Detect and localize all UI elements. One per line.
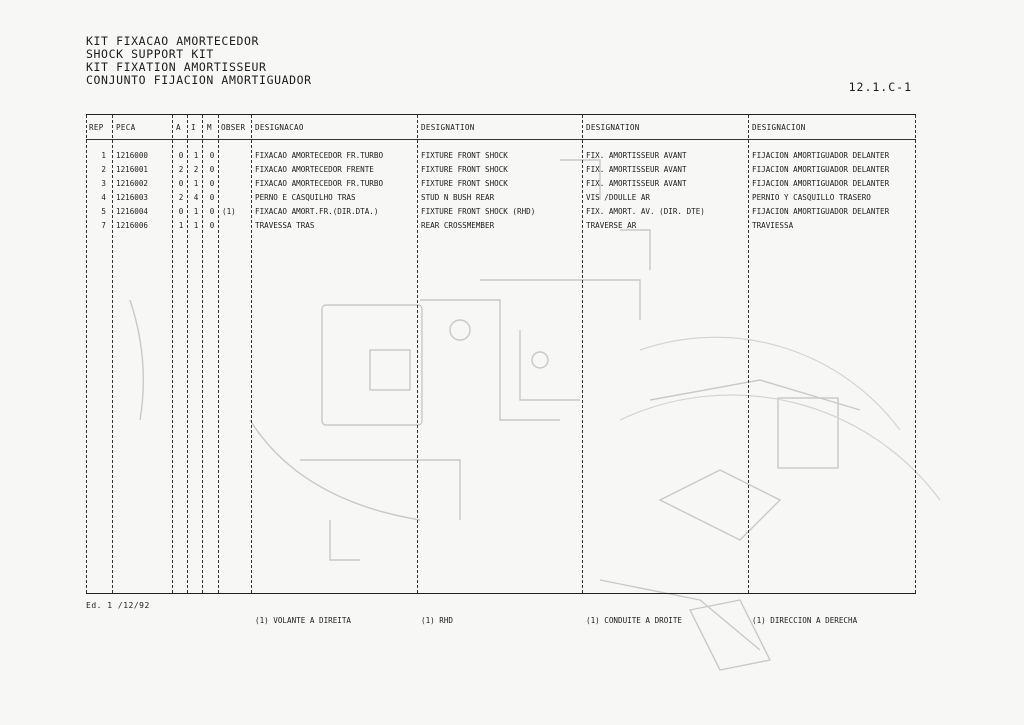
parts-table <box>86 114 916 594</box>
header-designacao: DESIGNACAO <box>255 123 304 132</box>
header-a: A <box>176 123 181 132</box>
table-row: 2 1216001 2 2 0 FIXACAO AMORTECEDOR FRENTE FIXTURE FRONT SHOCK FIX. AMORTISSEUR AVANT FIJACION AMORTIGUADOR DELANTER <box>101 165 890 174</box>
table-row: 1 1216000 0 1 0 FIXACAO AMORTECEDOR FR.TURBO FIXTURE FRONT SHOCK FIX. AMORTISSEUR AVANT FIJACION AMORTIGUADOR DELANTER <box>101 151 890 160</box>
header-divider <box>86 139 916 140</box>
header-designation-en: DESIGNATION <box>421 123 475 132</box>
footnote-es: (1) DIRECCION A DERECHA <box>752 616 858 625</box>
header-designation-fr: DESIGNATION <box>586 123 640 132</box>
table-row: 4 1216003 2 4 0 PERNO E CASQUILHO TRAS STUD N BUSH REAR VIS /DOULLE AR PERNIO Y CASQUILLO TRASERO <box>101 193 871 202</box>
page-reference: 12.1.C-1 <box>848 80 912 94</box>
header-peca: PECA <box>116 123 136 132</box>
table-row: 7 1216006 1 1 0 TRAVESSA TRAS REAR CROSSMEMBER TRAVERSE AR TRAVIESSA <box>101 221 794 230</box>
header-i: I <box>191 123 196 132</box>
title-es: CONJUNTO FIJACION AMORTIGUADOR <box>86 73 312 87</box>
header-m: M <box>207 123 212 132</box>
footnote-en: (1) RHD <box>421 616 454 625</box>
title-fr: KIT FIXATION AMORTISSEUR <box>86 60 267 74</box>
footnote-pt: (1) VOLANTE A DIREITA <box>255 616 352 625</box>
header-obser: OBSER <box>221 123 246 132</box>
header-designacion: DESIGNACION <box>752 123 806 132</box>
title-pt: KIT FIXACAO AMORTECEDOR <box>86 34 260 48</box>
footnote-fr: (1) CONDUITE A DROITE <box>586 616 683 625</box>
title-block <box>86 35 312 87</box>
title-en: SHOCK SUPPORT KIT <box>86 47 214 61</box>
table-row: 5 1216004 0 1 0 (1) FIXACAO AMORT.FR.(DIR.DTA.) FIXTURE FRONT SHOCK (RHD) FIX. AMORT. AV. (DIR. DTE) FIJACION AMORTIGUADOR DELANTER <box>101 207 890 216</box>
table-row: 3 1216002 0 1 0 FIXACAO AMORTECEDOR FR.TURBO FIXTURE FRONT SHOCK FIX. AMORTISSEUR AVANT FIJACION AMORTIGUADOR DELANTER <box>101 179 890 188</box>
edition-date: Ed. 1 /12/92 <box>86 601 150 610</box>
header-rep: REP <box>89 123 104 132</box>
